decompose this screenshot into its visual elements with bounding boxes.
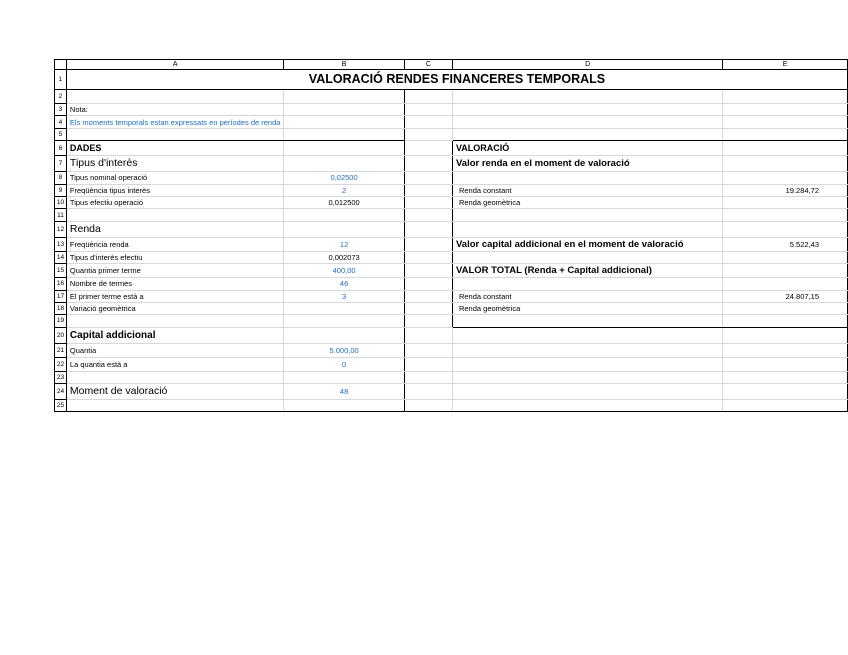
table-row bbox=[55, 156, 848, 172]
variacio-label[interactable]: Variació geomètrica bbox=[66, 302, 284, 314]
row-header[interactable]: 23 bbox=[55, 371, 67, 383]
cell[interactable] bbox=[723, 156, 848, 172]
table-row bbox=[55, 264, 848, 278]
cell[interactable] bbox=[452, 327, 722, 343]
cell[interactable] bbox=[452, 104, 722, 116]
table-row bbox=[55, 400, 848, 412]
row-header[interactable]: 11 bbox=[55, 209, 67, 221]
table-row bbox=[55, 184, 848, 196]
cell[interactable] bbox=[404, 357, 452, 371]
cell[interactable] bbox=[284, 116, 404, 128]
freq-interes-label[interactable]: Freqüència tipus interès bbox=[66, 184, 284, 196]
cell[interactable] bbox=[723, 278, 848, 290]
row-header[interactable]: 6 bbox=[55, 141, 67, 156]
cell[interactable] bbox=[404, 384, 452, 400]
cell[interactable] bbox=[452, 278, 722, 290]
cell[interactable] bbox=[284, 156, 404, 172]
cell[interactable] bbox=[404, 90, 452, 104]
cell[interactable] bbox=[404, 278, 452, 290]
cell[interactable] bbox=[404, 184, 452, 196]
row-header[interactable]: 16 bbox=[55, 278, 67, 290]
quantia-esta-value[interactable]: 0 bbox=[284, 357, 404, 371]
cell[interactable] bbox=[723, 104, 848, 116]
cell[interactable] bbox=[404, 172, 452, 184]
capital-title[interactable]: Capital addicional bbox=[66, 327, 284, 343]
cell[interactable] bbox=[284, 400, 404, 412]
cell[interactable] bbox=[452, 116, 722, 128]
table-row bbox=[55, 327, 848, 343]
cell[interactable] bbox=[284, 128, 404, 140]
note-text[interactable]: Els moments temporals estan expressats en períodes de renda bbox=[66, 116, 284, 128]
table-row bbox=[55, 384, 848, 400]
primer-terme-label[interactable]: El primer terme està a bbox=[66, 290, 284, 302]
cell[interactable] bbox=[66, 400, 284, 412]
table-row bbox=[55, 343, 848, 357]
primer-terme-value[interactable]: 3 bbox=[284, 290, 404, 302]
cell[interactable] bbox=[404, 400, 452, 412]
table-row bbox=[55, 141, 848, 156]
cell[interactable] bbox=[404, 290, 452, 302]
row-header[interactable]: 7 bbox=[55, 156, 67, 172]
cell[interactable] bbox=[404, 251, 452, 263]
cell[interactable] bbox=[404, 343, 452, 357]
row-header[interactable]: 2 bbox=[55, 90, 67, 104]
column-header-b[interactable]: B bbox=[284, 60, 404, 70]
quantia-primer-label[interactable]: Quantia primer terme bbox=[66, 264, 284, 278]
column-header-row bbox=[55, 60, 848, 70]
renda-title[interactable]: Renda bbox=[66, 221, 284, 237]
cell[interactable] bbox=[404, 264, 452, 278]
cell[interactable] bbox=[404, 221, 452, 237]
row-header[interactable]: 20 bbox=[55, 327, 67, 343]
row-header[interactable]: 1 bbox=[55, 70, 67, 90]
renda-constant-label[interactable]: Renda constant bbox=[452, 184, 722, 196]
tipus-nominal-value[interactable]: 0,02500 bbox=[284, 172, 404, 184]
cell[interactable] bbox=[723, 264, 848, 278]
cell[interactable] bbox=[723, 315, 848, 327]
tipus-efectiu-value[interactable]: 0,012500 bbox=[284, 196, 404, 208]
cell[interactable] bbox=[452, 251, 722, 263]
quantia-label[interactable]: Quantia bbox=[66, 343, 284, 357]
row-header[interactable]: 4 bbox=[55, 116, 67, 128]
cell[interactable] bbox=[452, 357, 722, 371]
cell[interactable] bbox=[723, 357, 848, 371]
table-row bbox=[55, 290, 848, 302]
tipus-efectiu-label[interactable]: Tipus efectiu operació bbox=[66, 196, 284, 208]
cell[interactable] bbox=[66, 315, 284, 327]
cell[interactable] bbox=[452, 371, 722, 383]
column-header-c[interactable]: C bbox=[404, 60, 452, 70]
cell[interactable] bbox=[66, 90, 284, 104]
cell[interactable] bbox=[452, 172, 722, 184]
cell[interactable] bbox=[723, 196, 848, 208]
table-row bbox=[55, 209, 848, 221]
table-row bbox=[55, 104, 848, 116]
cell[interactable] bbox=[452, 343, 722, 357]
total-constant-value[interactable]: 24.807,15 bbox=[723, 290, 848, 302]
row-header[interactable]: 25 bbox=[55, 400, 67, 412]
cell[interactable] bbox=[723, 141, 848, 156]
cell[interactable] bbox=[404, 116, 452, 128]
row-header[interactable]: 3 bbox=[55, 104, 67, 116]
row-header[interactable]: 19 bbox=[55, 315, 67, 327]
table-row bbox=[55, 237, 848, 251]
sheet-title[interactable]: VALORACIÓ RENDES FINANCERES TEMPORALS bbox=[66, 70, 847, 90]
cell[interactable] bbox=[723, 371, 848, 383]
cell[interactable] bbox=[723, 172, 848, 184]
table-row bbox=[55, 251, 848, 263]
row-header[interactable]: 21 bbox=[55, 343, 67, 357]
cell[interactable] bbox=[404, 104, 452, 116]
cell[interactable] bbox=[723, 384, 848, 400]
cell[interactable] bbox=[404, 141, 452, 156]
valoracio-header[interactable]: VALORACIÓ bbox=[452, 141, 722, 156]
total-geometrica-label[interactable]: Renda geomètrica bbox=[452, 302, 722, 314]
cell[interactable] bbox=[723, 400, 848, 412]
tipus-nominal-label[interactable]: Tipus nominal operació bbox=[66, 172, 284, 184]
cell[interactable] bbox=[723, 343, 848, 357]
row-header[interactable]: 5 bbox=[55, 128, 67, 140]
spreadsheet-grid bbox=[54, 59, 848, 412]
cell[interactable] bbox=[284, 141, 404, 156]
cell[interactable] bbox=[284, 302, 404, 314]
freq-interes-value[interactable]: 2 bbox=[284, 184, 404, 196]
quantia-primer-value[interactable]: 400,00 bbox=[284, 264, 404, 278]
cell[interactable] bbox=[404, 237, 452, 251]
table-row bbox=[55, 315, 848, 327]
cell[interactable] bbox=[404, 128, 452, 140]
nombre-termes-value[interactable]: 46 bbox=[284, 278, 404, 290]
table-row bbox=[55, 70, 848, 90]
tipus-interes-efectiu-label[interactable]: Tipus d'interès efectiu bbox=[66, 251, 284, 263]
table-row bbox=[55, 371, 848, 383]
row-header[interactable]: 18 bbox=[55, 302, 67, 314]
cell[interactable] bbox=[404, 315, 452, 327]
cell[interactable] bbox=[723, 221, 848, 237]
moment-value[interactable]: 48 bbox=[284, 384, 404, 400]
cell[interactable] bbox=[66, 371, 284, 383]
table-row bbox=[55, 278, 848, 290]
table-row bbox=[55, 357, 848, 371]
nombre-termes-label[interactable]: Nombre de termes bbox=[66, 278, 284, 290]
cell[interactable] bbox=[404, 156, 452, 172]
row-header[interactable]: 24 bbox=[55, 384, 67, 400]
cell[interactable] bbox=[284, 221, 404, 237]
column-header-a[interactable]: A bbox=[66, 60, 284, 70]
cell[interactable] bbox=[284, 371, 404, 383]
tipus-interes-title[interactable]: Tipus d'interès bbox=[66, 156, 284, 172]
select-all-corner[interactable] bbox=[55, 60, 67, 70]
cell[interactable] bbox=[404, 196, 452, 208]
row-header[interactable]: 15 bbox=[55, 264, 67, 278]
table-row bbox=[55, 172, 848, 184]
cell[interactable] bbox=[452, 209, 722, 221]
tipus-interes-efectiu-value[interactable]: 0,002073 bbox=[284, 251, 404, 263]
freq-renda-value[interactable]: 12 bbox=[284, 237, 404, 251]
cell[interactable] bbox=[284, 327, 404, 343]
cell[interactable] bbox=[452, 315, 722, 327]
cell[interactable] bbox=[66, 209, 284, 221]
cell[interactable] bbox=[284, 104, 404, 116]
moment-label[interactable]: Moment de valoració bbox=[66, 384, 284, 400]
quantia-value[interactable]: 5.000,00 bbox=[284, 343, 404, 357]
row-header[interactable]: 12 bbox=[55, 221, 67, 237]
cell[interactable] bbox=[66, 128, 284, 140]
row-header[interactable]: 8 bbox=[55, 172, 67, 184]
row-header[interactable]: 10 bbox=[55, 196, 67, 208]
note-label[interactable]: Nota: bbox=[66, 104, 284, 116]
dades-header[interactable]: DADES bbox=[66, 141, 284, 156]
row-header[interactable]: 17 bbox=[55, 290, 67, 302]
table-row bbox=[55, 128, 848, 140]
renda-geometrica-label[interactable]: Renda geomètrica bbox=[452, 196, 722, 208]
row-header[interactable]: 14 bbox=[55, 251, 67, 263]
table-row bbox=[55, 196, 848, 208]
cell[interactable] bbox=[404, 209, 452, 221]
column-header-d[interactable]: D bbox=[452, 60, 722, 70]
cell[interactable] bbox=[452, 400, 722, 412]
table-row bbox=[55, 116, 848, 128]
valor-capital-title[interactable]: Valor capital addicional en el moment de valoració bbox=[452, 237, 722, 251]
renda-constant-value[interactable]: 19.284,72 bbox=[723, 184, 848, 196]
cell[interactable] bbox=[723, 251, 848, 263]
cell[interactable] bbox=[404, 302, 452, 314]
table-row bbox=[55, 302, 848, 314]
cell[interactable] bbox=[723, 116, 848, 128]
cell[interactable] bbox=[284, 315, 404, 327]
cell[interactable] bbox=[452, 90, 722, 104]
cell[interactable] bbox=[723, 327, 848, 343]
cell[interactable] bbox=[723, 128, 848, 140]
cell[interactable] bbox=[452, 384, 722, 400]
valor-capital-value[interactable]: 5.522,43 bbox=[723, 237, 848, 251]
valor-renda-title[interactable]: Valor renda en el moment de valoració bbox=[452, 156, 722, 172]
cell[interactable] bbox=[284, 209, 404, 221]
row-header[interactable]: 9 bbox=[55, 184, 67, 196]
cell[interactable] bbox=[404, 371, 452, 383]
cell[interactable] bbox=[452, 221, 722, 237]
cell[interactable] bbox=[404, 327, 452, 343]
row-header[interactable]: 22 bbox=[55, 357, 67, 371]
quantia-esta-label[interactable]: La quantia està a bbox=[66, 357, 284, 371]
row-header[interactable]: 13 bbox=[55, 237, 67, 251]
column-header-e[interactable]: E bbox=[723, 60, 848, 70]
freq-renda-label[interactable]: Freqüència renda bbox=[66, 237, 284, 251]
cell[interactable] bbox=[723, 209, 848, 221]
cell[interactable] bbox=[723, 90, 848, 104]
cell[interactable] bbox=[284, 90, 404, 104]
total-constant-label[interactable]: Renda constant bbox=[452, 290, 722, 302]
valor-total-title[interactable]: VALOR TOTAL (Renda + Capital addicional) bbox=[452, 264, 722, 278]
cell[interactable] bbox=[452, 128, 722, 140]
table-row bbox=[55, 90, 848, 104]
cell[interactable] bbox=[723, 302, 848, 314]
table-row bbox=[55, 221, 848, 237]
